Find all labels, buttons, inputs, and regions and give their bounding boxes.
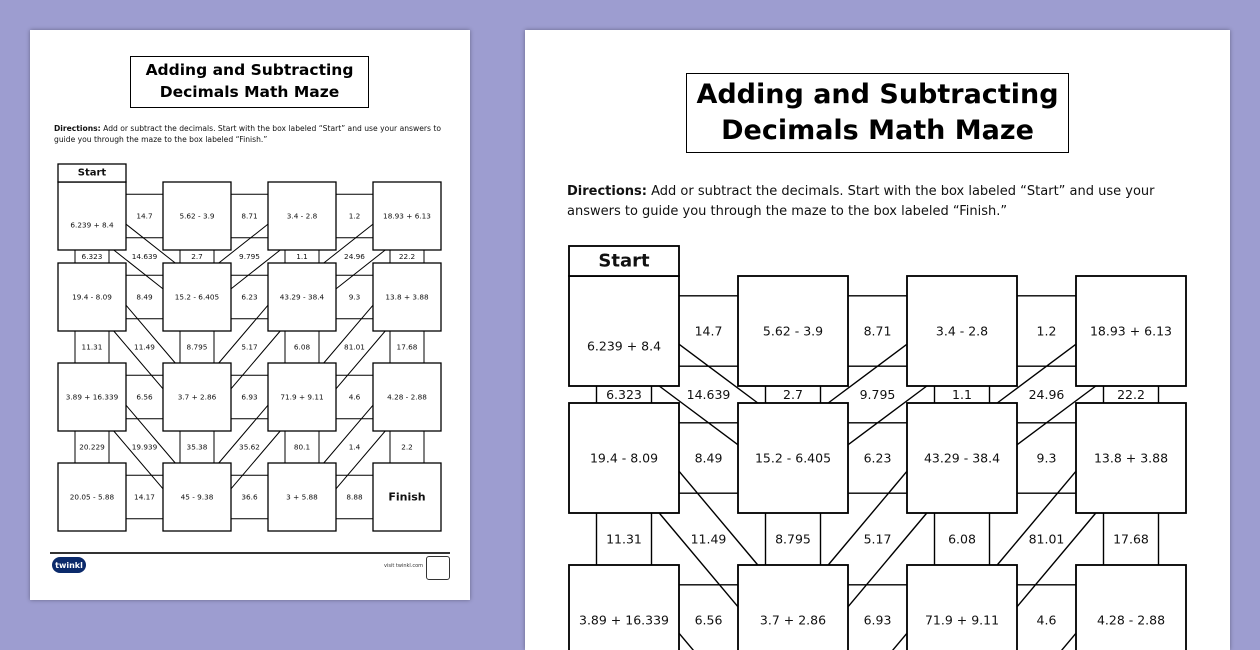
vertical-value: 6.08 (948, 531, 976, 547)
horizontal-value: 14.7 (694, 323, 723, 339)
maze-grid-large (525, 30, 1230, 650)
worksheet-thumbnail[interactable] (30, 30, 470, 600)
twinkl-logo[interactable] (52, 557, 86, 573)
vertical-value: 6.08 (293, 342, 311, 352)
maze-box (1076, 565, 1186, 650)
directions-text: Add or subtract the decimals. Start with the box labeled “Start” and use your answers to guide you through the maze to the box labeled “Finish.” (54, 124, 442, 145)
maze-box-expression: 4.28 - 2.88 (1096, 612, 1166, 628)
quality-badge-icon (426, 556, 450, 580)
diagonal-value: 24.96 (344, 252, 365, 261)
finish-label: Finish (388, 490, 426, 504)
horizontal-value: 14.7 (136, 211, 153, 221)
vertical-value: 8.795 (186, 342, 208, 352)
diagonal-value: 14.639 (131, 252, 158, 261)
horizontal-value: 9.3 (1036, 450, 1057, 466)
diagonal-value: 24.96 (1028, 387, 1065, 402)
diagonal-value: 14.639 (686, 387, 731, 402)
vertical-value: 2.7 (783, 387, 803, 402)
maze-box-expression: 13.8 + 3.88 (385, 292, 429, 302)
maze-box-expression: 5.62 - 3.9 (762, 323, 824, 339)
maze-box-expression: 18.93 + 6.13 (383, 211, 431, 221)
diagonal-value: 81.01 (344, 342, 365, 352)
maze-grid (30, 30, 470, 600)
diagonal-value: 81.01 (1028, 531, 1065, 547)
horizontal-value: 9.3 (348, 292, 361, 302)
footer-divider (50, 552, 450, 554)
horizontal-value: 8.49 (136, 292, 153, 302)
maze-box-expression: 4.28 - 2.88 (387, 392, 427, 402)
horizontal-value: 36.6 (241, 492, 258, 502)
diagonal-value: 5.17 (241, 342, 258, 352)
diagonal-value: 5.17 (863, 531, 892, 547)
worksheet-enlarged[interactable] (525, 30, 1230, 650)
maze-box-expression: 3.89 + 16.339 (579, 612, 669, 628)
vertical-value: 35.38 (186, 442, 208, 452)
vertical-value: 2.2 (401, 442, 413, 452)
horizontal-value: 6.56 (694, 612, 723, 628)
horizontal-value: 6.93 (241, 392, 258, 402)
maze-box-expression: 18.93 + 6.13 (1089, 323, 1173, 339)
vertical-value: 22.2 (1117, 387, 1145, 402)
vertical-value: 6.323 (606, 387, 642, 402)
diagonal-value: 9.795 (239, 252, 260, 261)
maze-box (738, 565, 848, 650)
maze-box-expression: 6.239 + 8.4 (586, 338, 662, 354)
maze-box (58, 182, 126, 250)
diagonal-value: 1.4 (348, 442, 361, 452)
vertical-value: 6.323 (81, 252, 103, 261)
diagonal-value: 11.49 (690, 531, 727, 547)
maze-box-expression: 13.8 + 3.88 (1093, 450, 1169, 466)
title-line-1-large: Adding and Subtracting (696, 78, 1059, 110)
maze-box-expression: 3.4 - 2.8 (935, 323, 989, 339)
maze-box-expression: 19.4 - 8.09 (72, 292, 112, 302)
vertical-value: 22.2 (398, 252, 416, 261)
diagonal-value: 9.795 (859, 387, 896, 402)
maze-box-expression: 3.89 + 16.339 (65, 392, 119, 402)
vertical-value: 1.1 (296, 252, 308, 261)
diagonal-value: 11.49 (134, 342, 155, 352)
horizontal-value: 4.6 (1036, 612, 1057, 628)
maze-box-expression: 71.9 + 9.11 (280, 392, 324, 402)
maze-box-expression: 15.2 - 6.405 (754, 450, 832, 466)
maze-box (569, 565, 679, 650)
maze-box (569, 276, 679, 386)
maze-box-expression: 45 - 9.38 (180, 492, 214, 502)
vertical-value: 8.795 (775, 531, 811, 547)
diagonal-value: 35.62 (239, 442, 260, 452)
directions-label-large: Directions: (567, 184, 647, 199)
directions-label: Directions: (54, 124, 101, 133)
directions-text-large: Add or subtract the decimals. Start with the box labeled “Start” and use your answers to guide you through the maze to the box labeled “Finish.” (567, 184, 1155, 220)
maze-box-expression: 71.9 + 9.11 (924, 612, 1000, 628)
start-label: Start (598, 250, 650, 272)
vertical-value: 20.229 (79, 442, 105, 452)
maze-box-expression: 43.29 - 38.4 (279, 292, 325, 302)
maze-box-expression: 3 + 5.88 (286, 492, 318, 502)
visit-link[interactable]: visit twinkl.com (384, 563, 424, 569)
maze-box-expression: 20.05 - 5.88 (69, 492, 115, 502)
horizontal-value: 1.2 (348, 211, 361, 221)
brand-name: twinkl (55, 560, 83, 570)
vertical-value: 2.7 (191, 252, 203, 261)
vertical-value: 17.68 (1113, 531, 1149, 547)
vertical-value: 1.1 (952, 387, 972, 402)
maze-box-expression: 3.7 + 2.86 (759, 612, 827, 628)
horizontal-value: 8.49 (694, 450, 723, 466)
horizontal-value: 6.23 (863, 450, 892, 466)
maze-box-expression: 5.62 - 3.9 (179, 211, 215, 221)
start-label: Start (77, 167, 107, 179)
maze-box-expression: 3.7 + 2.86 (177, 392, 217, 402)
horizontal-value: 4.6 (348, 392, 361, 402)
vertical-value: 11.31 (606, 531, 642, 547)
title-line-2: Decimals Math Maze (159, 83, 340, 101)
title-line-1: Adding and Subtracting (145, 61, 354, 80)
vertical-value: 80.1 (293, 442, 311, 452)
maze-box-expression: 43.29 - 38.4 (923, 450, 1001, 466)
maze-box (907, 565, 1017, 650)
horizontal-value: 8.88 (346, 492, 363, 502)
horizontal-value: 14.17 (134, 492, 155, 502)
maze-box-expression: 3.4 - 2.8 (286, 211, 318, 221)
horizontal-value: 6.56 (136, 392, 153, 402)
vertical-value: 11.31 (81, 342, 103, 352)
vertical-value: 17.68 (396, 342, 418, 352)
horizontal-value: 8.71 (863, 323, 892, 339)
horizontal-value: 1.2 (1036, 323, 1057, 339)
horizontal-value: 6.93 (863, 612, 892, 628)
maze-box-expression: 15.2 - 6.405 (174, 292, 220, 302)
horizontal-value: 8.71 (241, 211, 258, 221)
horizontal-value: 6.23 (241, 292, 258, 302)
title-line-2-large: Decimals Math Maze (721, 115, 1034, 146)
maze-box-expression: 6.239 + 8.4 (70, 220, 114, 230)
diagonal-value: 19.939 (131, 442, 158, 452)
maze-box-expression: 19.4 - 8.09 (589, 450, 659, 466)
